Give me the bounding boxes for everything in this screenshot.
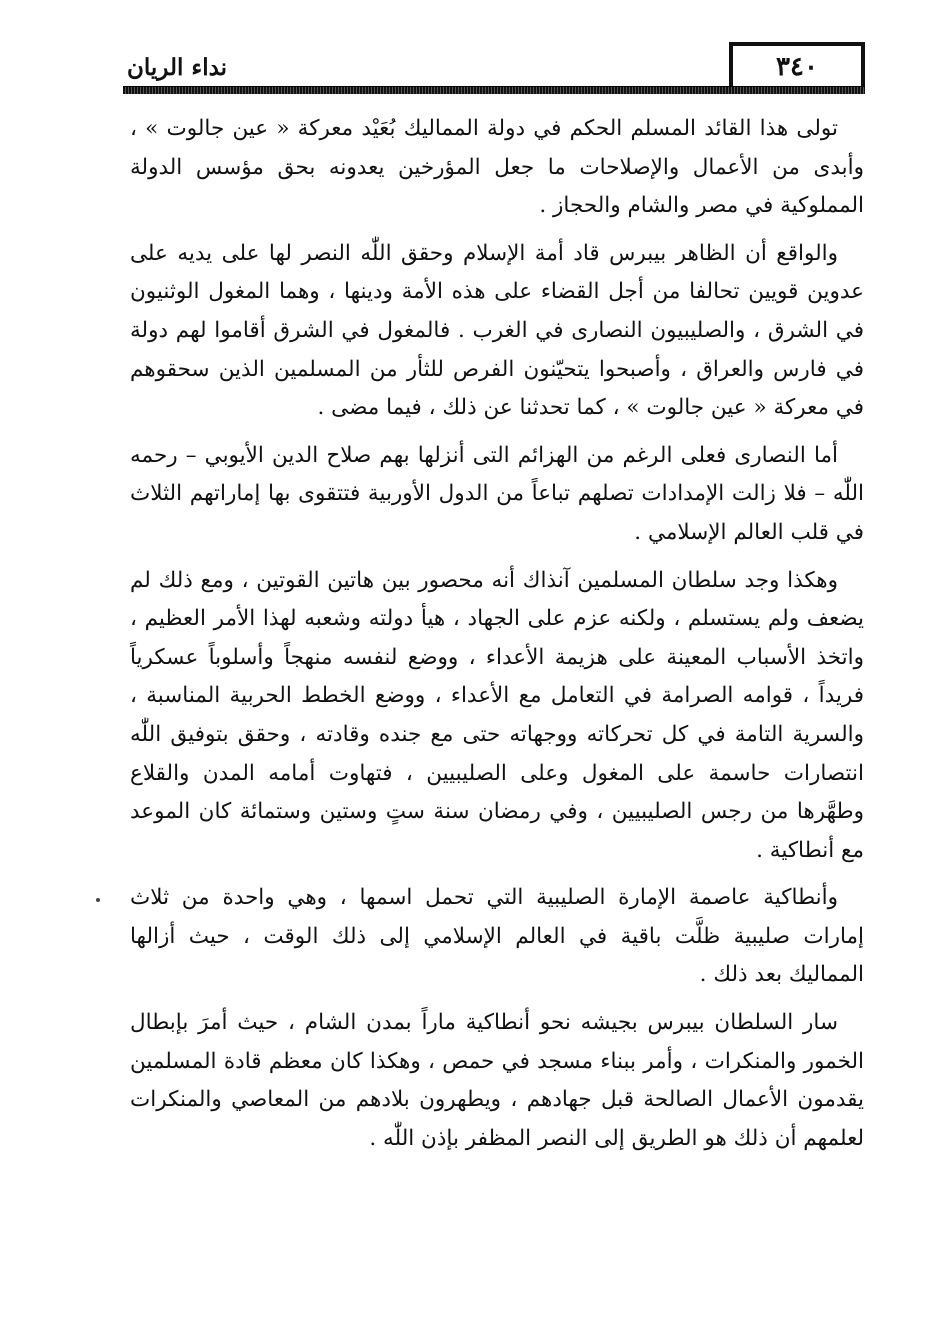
page-header [123, 42, 865, 94]
scan-speck [96, 898, 100, 902]
paragraph: وهكذا وجد سلطان المسلمين آنذاك أنه محصور بين هاتين القوتين ، ومع ذلك لم يضعف ولم يستسلم ، ولكنه عزم على الجهاد ، هيأ دولته وشعبه لهذا الأمر العظيم ، واتخذ الأسباب المعينة على هزيمة الأعداء ، ووضع لنفسه منهجاً وأسلوباً عسكرياً فريداً ، قوامه الصرامة في التعامل مع الأعداء ، ووضع الخطط الحربية المناسبة ، والسرية التامة في كل تحركاته ووجهاته حتى مع جنده وقادته ، وحقق بتوفيق اللّٰه انتصارات حاسمة على المغول وعلى الصليبيين ، فتهاوت أمامه المدن والقلاع وطهَّرها من رجس الصليبيين ، وفي رمضان سنة ستٍ وستين وستمائة كان الموعد مع أنطاكية . [130, 567, 864, 863]
header-rule [123, 86, 865, 94]
paragraph: تولى هذا القائد المسلم الحكم في دولة المماليك بُعَيْد معركة « عين جالوت » ، وأبدى من الأعمال والإصلاحات ما جعل المؤرخين يعدونه بحق مؤسس الدولة المملوكية في مصر والشام والحجاز . [130, 116, 864, 219]
page-number: ٣٤٠ [729, 42, 865, 88]
paragraph: سار السلطان بيبرس بجيشه نحو أنطاكية ماراً بمدن الشام ، حيث أمرَ بإبطال الخمور والمنكرات ، وأمر ببناء مسجد في حمص ، وهكذا كان معظم قادة المسلمين يقدمون الأعمال الصالحة قبل جهادهم ، ويطهرون بلادهم من المعاصي والمنكرات لعلمهم أن ذلك هو الطريق إلى النصر المظفر بإذن اللّٰه . [130, 1010, 864, 1151]
body-text [130, 110, 864, 1167]
paragraph: وأنطاكية عاصمة الإمارة الصليبية التي تحمل اسمها ، وهي واحدة من ثلاث إمارات صليبية ظلَّت باقية في العالم الإسلامي إلى ذلك الوقت ، حيث أزالها المماليك بعد ذلك . [130, 885, 864, 988]
paragraph: والواقع أن الظاهر بيبرس قاد أمة الإسلام وحقق اللّٰه النصر لها على يديه على عدوين قويين تحالفا من أجل القضاء على هذه الأمة ودينها ، وهما المغول الوثنيون في الشرق ، والصليبيون النصارى في الغرب . فالمغول في الشرق أقاموا لهم دولة في فارس والعراق ، وأصبحوا يتحيّنون الفرص للثأر من المسلمين الذين سحقوهم في معركة « عين جالوت » ، كما تحدثنا عن ذلك ، فيما مضى . [130, 240, 865, 421]
book-title: نداء الريان [127, 54, 228, 81]
paragraph: أما النصارى فعلى الرغم من الهزائم التى أنزلها بهم صلاح الدين الأيوبي – رحمه اللّٰه – فلا زالت الإمدادات تصلهم تباعاً من الدول الأوربية فتتقوى بها إماراتهم الثلاث في قلب العالم الإسلامي . [130, 442, 864, 545]
